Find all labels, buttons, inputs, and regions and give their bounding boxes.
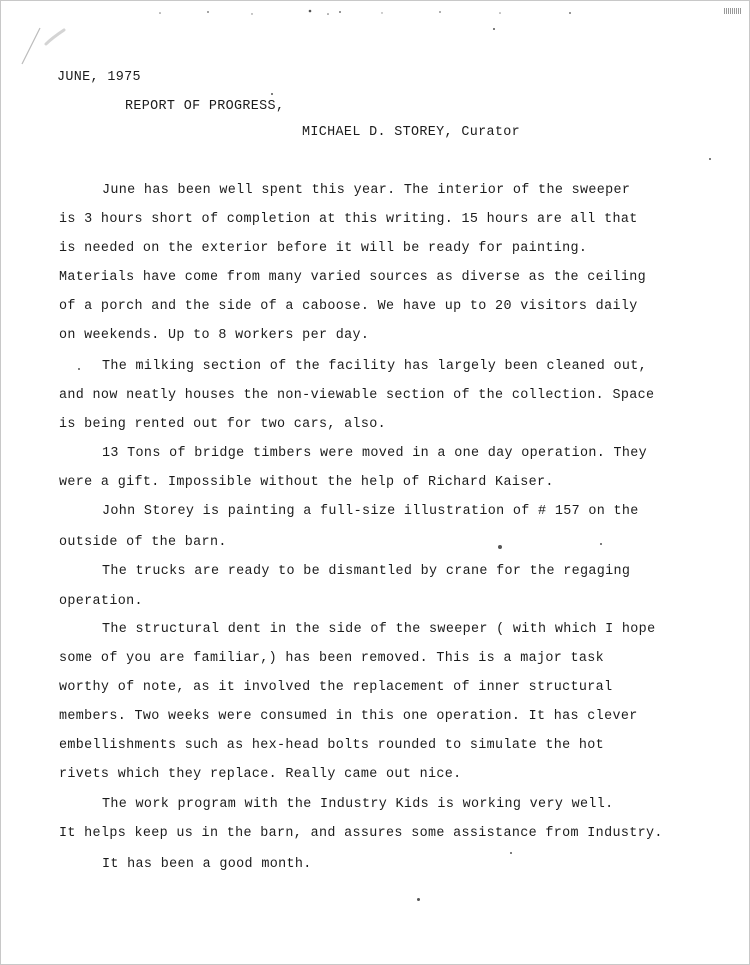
- scan-smudge-mark: [18, 14, 78, 74]
- body-line: The trucks are ready to be dismantled by crane for the regaging: [102, 564, 631, 579]
- speck-mark: [498, 545, 502, 549]
- body-line: is needed on the exterior before it will be ready for painting.: [59, 241, 588, 256]
- body-line: is 3 hours short of completion at this writing. 15 hours are all that: [59, 212, 638, 227]
- report-date: JUNE, 1975: [57, 70, 141, 85]
- scan-edge-tab: [724, 8, 742, 14]
- speck-mark: [600, 543, 602, 545]
- top-edge-specks: [150, 6, 610, 20]
- body-line: 13 Tons of bridge timbers were moved in a one day operation. They: [102, 446, 648, 461]
- body-line: June has been well spent this year. The interior of the sweeper: [102, 183, 631, 198]
- body-line: members. Two weeks were consumed in this one operation. It has clever: [59, 709, 638, 724]
- body-line: some of you are familiar,) has been removed. This is a major task: [59, 651, 605, 666]
- body-line: It helps keep us in the barn, and assures some assistance from Industry.: [59, 826, 663, 841]
- speck-mark: [78, 368, 80, 370]
- body-line: and now neatly houses the non-viewable section of the collection. Space: [59, 388, 655, 403]
- report-heading: REPORT OF PROGRESS,: [125, 99, 285, 114]
- speck-mark: [709, 158, 711, 160]
- body-line: of a porch and the side of a caboose. We have up to 20 visitors daily: [59, 299, 638, 314]
- body-line: It has been a good month.: [102, 857, 312, 872]
- body-line: John Storey is painting a full-size illustration of # 157 on the: [102, 504, 639, 519]
- body-line: is being rented out for two cars, also.: [59, 417, 387, 432]
- body-line: operation.: [59, 594, 143, 609]
- speck-mark: [271, 93, 273, 95]
- speck-mark: [417, 898, 420, 901]
- body-line: worthy of note, as it involved the replacement of inner structural: [59, 680, 613, 695]
- body-line: on weekends. Up to 8 workers per day.: [59, 328, 370, 343]
- body-line: The milking section of the facility has largely been cleaned out,: [102, 359, 648, 374]
- body-line: embellishments such as hex-head bolts rounded to simulate the hot: [59, 738, 605, 753]
- report-byline: MICHAEL D. STOREY, Curator: [302, 125, 521, 140]
- body-line: Materials have come from many varied sources as diverse as the ceiling: [59, 270, 646, 285]
- body-line: outside of the barn.: [59, 535, 227, 550]
- body-line: The work program with the Industry Kids is working very well.: [102, 797, 614, 812]
- body-line: were a gift. Impossible without the help of Richard Kaiser.: [59, 475, 554, 490]
- speck-mark: [493, 28, 495, 30]
- body-line: The structural dent in the side of the sweeper ( with which I hope: [102, 622, 656, 637]
- speck-mark: [510, 852, 512, 854]
- body-line: rivets which they replace. Really came out nice.: [59, 767, 462, 782]
